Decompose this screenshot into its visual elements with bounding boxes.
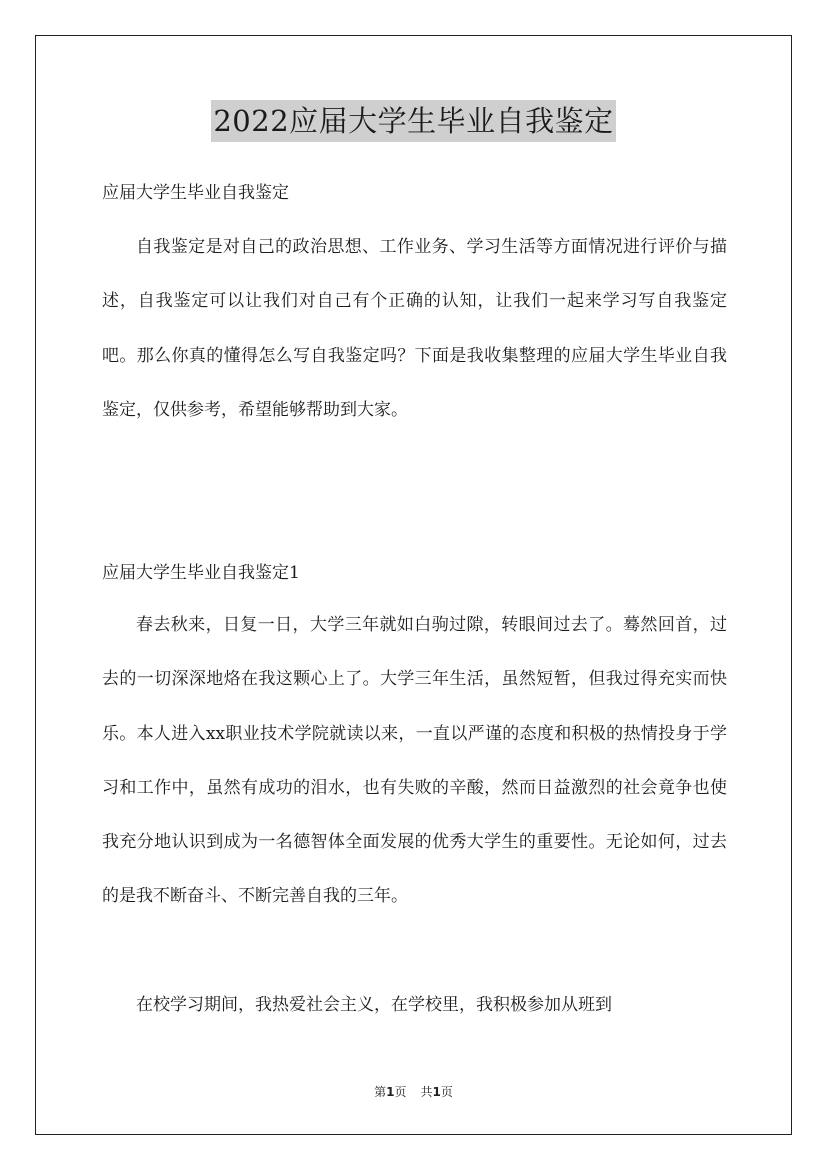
footer-total-number: 1: [432, 1085, 441, 1099]
body-paragraph-2: 在校学习期间，我热爱社会主义，在学校里，我积极参加从班到: [136, 995, 612, 1015]
section-heading-intro: 应届大学生毕业自我鉴定: [102, 183, 289, 203]
intro-paragraph: 自我鉴定是对自己的政治思想、工作业务、学习生活等方面情况进行评价与描述，自我鉴定可以让我们对自己有个正确的认知，让我们一起来学习写自我鉴定吧。那么你真的懂得怎么写自我鉴定吗？下面是我收集整理的应届大学生毕业自我鉴定，仅供参考，希望能够帮助到大家。: [102, 237, 727, 420]
document-title-text: 2022应届大学生毕业自我鉴定: [211, 100, 615, 142]
section-heading-1: 应届大学生毕业自我鉴定1: [102, 563, 300, 583]
footer-page-suffix: 页: [394, 1085, 407, 1099]
footer-page-number: 1: [386, 1085, 395, 1099]
document-title: [0, 100, 827, 142]
page-footer: [0, 1083, 827, 1100]
footer-total-prefix: 共: [420, 1085, 433, 1099]
footer-page-prefix: 第: [374, 1085, 387, 1099]
footer-total-suffix: 页: [440, 1085, 453, 1099]
body-paragraph-1: 春去秋来，日复一日，大学三年就如白驹过隙，转眼间过去了。蓦然回首，过去的一切深深地烙在我这颗心上了。大学三年生活，虽然短暂，但我过得充实而快乐。本人进入xx职业技术学院就读以来，一直以严谨的态度和积极的热情投身于学习和工作中，虽然有成功的泪水，也有失败的辛酸，然而日益激烈的社会竟争也使我充分地认识到成为一名德智体全面发展的优秀大学生的重要性。无论如何，过去的是我不断奋斗、不断完善自我的三年。: [102, 615, 727, 907]
